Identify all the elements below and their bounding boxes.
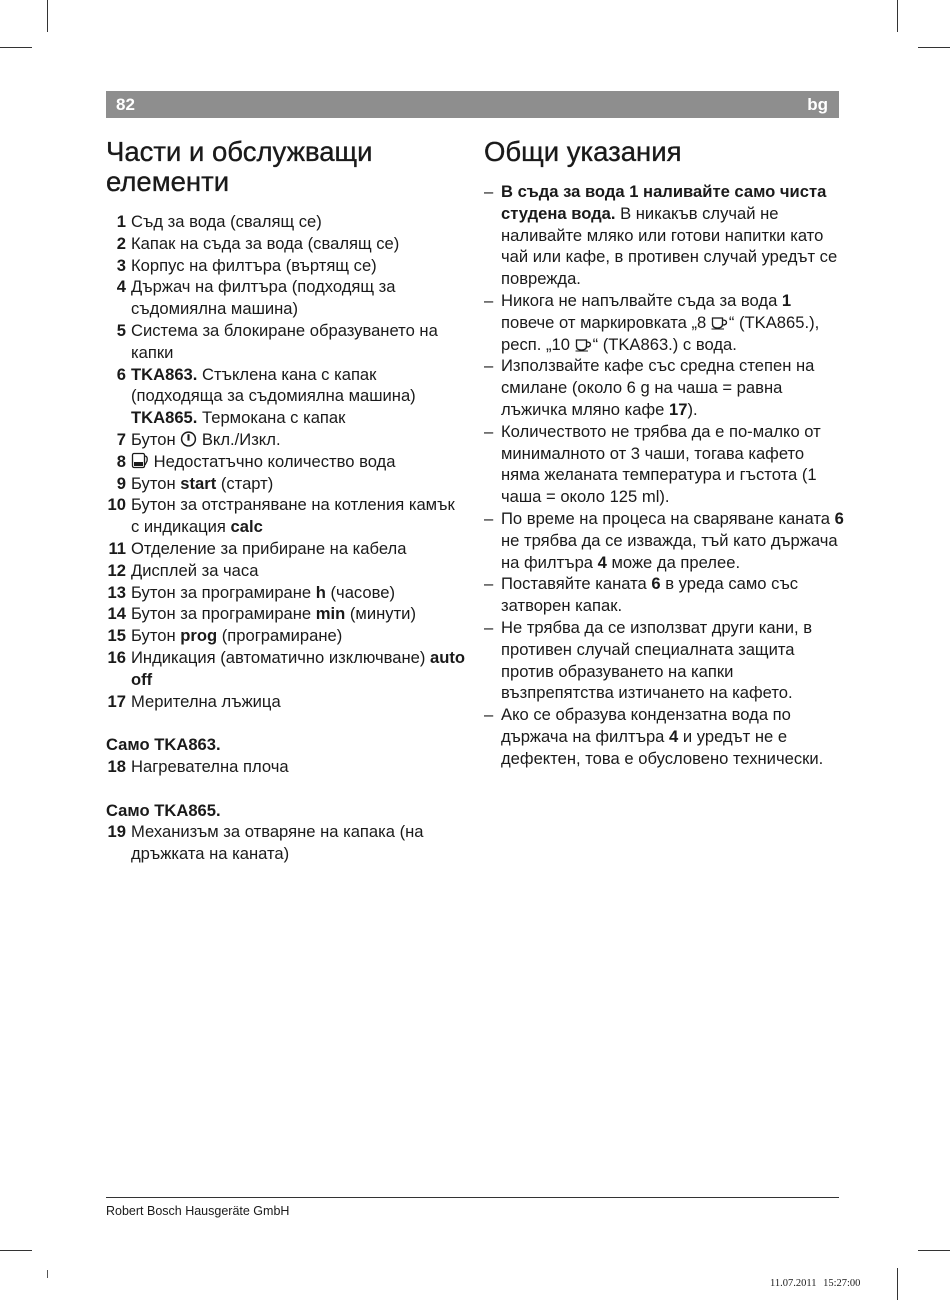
crop-mark — [47, 1270, 48, 1278]
item-number: 5 — [116, 320, 126, 340]
dash-bullet: – — [484, 356, 494, 376]
item-number: 1 — [116, 212, 126, 231]
text-run: и уредът не е дефектен, това е обусловено технически. — [501, 726, 824, 768]
bold-text: min — [315, 604, 346, 624]
parts-list-item — [106, 560, 466, 582]
instruction-item — [484, 421, 844, 508]
text-run: Корпус на филтъра (въртящ се) — [131, 255, 377, 275]
section-heading-tka863: Само TKA863. — [106, 735, 221, 755]
instruction-item — [484, 508, 844, 573]
instruction-item — [484, 181, 844, 290]
parts-list-item — [106, 756, 466, 778]
parts-list-item — [106, 625, 466, 647]
parts-list-item — [106, 429, 466, 451]
page-header-bar — [106, 91, 839, 118]
dash-bullet: – — [484, 574, 494, 594]
item-number: 19 — [107, 822, 126, 842]
item-text — [131, 603, 466, 625]
water-tank-icon — [131, 452, 149, 469]
text-run: (програмиране) — [217, 626, 343, 646]
item-number: 18 — [107, 756, 126, 776]
text-run: “ (TKA863.) с вода. — [592, 334, 737, 354]
bold-text: 17 — [668, 399, 688, 419]
text-run: (старт) — [216, 473, 274, 493]
item-text — [131, 538, 466, 560]
item-text — [131, 560, 466, 582]
instruction-item — [484, 355, 844, 420]
item-text — [131, 473, 466, 495]
parts-list-item — [106, 451, 466, 473]
item-text — [131, 647, 466, 691]
text-run: повече от маркировката „8 — [501, 312, 711, 332]
bold-text: 4 — [597, 552, 607, 572]
crop-mark — [918, 1250, 950, 1251]
parts-list-item — [106, 538, 466, 560]
item-text — [131, 625, 466, 647]
page-number: 82 — [116, 95, 135, 114]
parts-list-tka865 — [106, 821, 466, 865]
text-run: Индикация (автоматично изключване) — [131, 647, 431, 667]
crop-mark — [47, 0, 48, 32]
crop-mark — [897, 1268, 898, 1300]
instruction-item — [484, 573, 844, 617]
item-number: 13 — [107, 582, 126, 602]
text-run: Бутон — [131, 626, 181, 646]
text-run: Използвайте кафе със средна степен на смилане (около 6 g на чаша = равна лъжичка мляно кафе — [501, 356, 815, 419]
parts-title: Части и обслужващи елементи — [106, 136, 373, 197]
crop-mark — [918, 47, 950, 48]
item-text — [131, 320, 466, 364]
instruction-text — [501, 421, 844, 508]
instructions-title: Общи указания — [484, 136, 682, 167]
item-text — [131, 451, 466, 473]
print-timestamp: 11.07.2011 15:27:00 — [770, 1278, 861, 1289]
footer-divider — [106, 1197, 839, 1198]
bold-text: 4 — [669, 726, 679, 746]
item-number: 12 — [107, 560, 126, 580]
bold-text: h — [315, 582, 326, 602]
item-text — [131, 494, 466, 538]
text-run: не трябва да се изважда, тъй като държача на филтъра — [501, 530, 838, 572]
parts-list-item — [106, 255, 466, 277]
footer-company: Robert Bosch Hausgeräte GmbH — [106, 1204, 290, 1218]
parts-list-item — [106, 582, 466, 604]
item-text — [131, 756, 466, 778]
item-number: 11 — [108, 538, 126, 558]
dash-bullet: – — [484, 421, 494, 441]
parts-column — [106, 137, 466, 865]
dash-bullet: – — [484, 617, 494, 637]
text-run: ). — [687, 399, 698, 419]
item-number: 3 — [116, 255, 126, 275]
text-run: Бутон за програмиране — [131, 582, 316, 602]
item-number: 15 — [107, 626, 126, 646]
bold-text: В съда за вода 1 наливайте само чиста студена вода. — [501, 182, 827, 223]
text-run: в уреда само със затворен капак. — [501, 574, 799, 616]
parts-list-item — [106, 473, 466, 495]
bold-text: TKA863. — [131, 364, 198, 384]
instruction-text — [501, 355, 844, 420]
item-number: 9 — [116, 473, 126, 493]
text-run: Не трябва да се използват други кани, в противен случай специалната защита против образуването на капки възпрепятства изтичането на кафето. — [501, 617, 813, 703]
instruction-text — [501, 181, 844, 290]
cup-icon — [575, 337, 593, 352]
instruction-text — [501, 617, 844, 704]
dash-bullet: – — [484, 182, 494, 201]
text-run: Термокана с капак — [197, 408, 346, 428]
item-number: 8 — [116, 451, 126, 471]
text-run: Ако се образува кондензатна вода по държача на филтъра — [501, 705, 791, 746]
item-number: 4 — [116, 277, 126, 297]
parts-list — [106, 211, 466, 712]
language-code: bg — [807, 95, 828, 114]
crop-mark — [0, 1250, 32, 1251]
item-number: 7 — [116, 429, 126, 449]
instruction-text — [501, 290, 844, 355]
crop-mark — [897, 0, 898, 32]
item-text — [131, 821, 466, 865]
instruction-item — [484, 617, 844, 704]
text-run: Дисплей за часа — [131, 560, 259, 580]
text-run: Поставяйте каната — [501, 574, 652, 594]
text-run: Съд за вода (свалящ се) — [131, 212, 322, 231]
item-text — [131, 276, 466, 320]
text-run: В никакъв случай не наливайте мляко или готови напитки като чай или кафе, в противен случай уредът се поврежда. — [501, 203, 838, 289]
parts-list-item — [106, 320, 466, 364]
parts-list-item — [106, 364, 466, 429]
parts-list-item — [106, 233, 466, 255]
parts-list-item — [106, 276, 466, 320]
bold-text: prog — [180, 626, 218, 646]
crop-mark — [0, 47, 32, 48]
text-run: Количеството не трябва да е по-малко от минималното от 3 чаши, тогава кафето няма желаната температура и гъстота (1 чаша = около 125 ml). — [501, 421, 821, 507]
text-run: Бутон — [131, 429, 181, 449]
item-number: 6 — [116, 364, 126, 384]
item-text — [131, 255, 466, 277]
power-icon — [180, 430, 197, 447]
item-number: 17 — [107, 691, 126, 711]
parts-list-item — [106, 647, 466, 691]
instructions-column — [484, 137, 844, 770]
text-run: може да прелее. — [606, 552, 741, 572]
bold-text: 1 — [781, 290, 792, 310]
item-text — [131, 582, 466, 604]
text-run: Никога не напълвайте съда за вода — [501, 290, 782, 310]
parts-list-item — [106, 603, 466, 625]
parts-list-item — [106, 691, 466, 713]
instruction-item — [484, 704, 844, 769]
text-run: (часове) — [325, 582, 396, 602]
text-run: Отделение за прибиране на кабела — [131, 538, 407, 558]
item-text — [131, 233, 466, 255]
text-run: Капак на съда за вода (свалящ се) — [131, 233, 400, 253]
text-run: Система за блокиране образуването на капки — [131, 320, 438, 362]
text-run: Бутон за програмиране — [131, 604, 316, 624]
text-run: (минути) — [345, 604, 416, 624]
instructions-list — [484, 181, 844, 770]
text-run: Стъклена кана с капак (подходяща за съдомиялна машина) — [131, 364, 416, 406]
text-run: Държач на филтъра (подходящ за съдомиялна машина) — [131, 277, 396, 319]
section-heading-tka865: Само TKA865. — [106, 800, 221, 820]
text-run: Недостатъчно количество вода — [149, 451, 396, 471]
text-run: Бутон за отстраняване на котления камък с индикация — [131, 495, 455, 537]
dash-bullet: – — [484, 508, 494, 528]
text-run: Вкл./Изкл. — [197, 429, 281, 449]
item-number: 2 — [116, 233, 126, 253]
text-run: По време на процеса на сваряване каната — [501, 508, 835, 528]
dash-bullet: – — [484, 290, 494, 310]
text-run: Нагревателна плоча — [131, 756, 289, 776]
instruction-text — [501, 508, 844, 573]
bold-text: 6 — [834, 508, 844, 528]
item-text — [131, 211, 466, 233]
instruction-text — [501, 704, 844, 769]
parts-list-tka863 — [106, 756, 466, 778]
item-number: 10 — [107, 495, 126, 515]
instruction-text — [501, 573, 844, 617]
dash-bullet: – — [484, 705, 494, 725]
bold-text: 6 — [651, 574, 661, 594]
item-text — [131, 429, 466, 451]
item-text — [131, 364, 466, 429]
bold-text: calc — [230, 517, 263, 537]
bold-text: TKA865. — [131, 408, 198, 428]
text-run: Механизъм за отваряне на капака (на дръжката на каната) — [131, 822, 424, 864]
item-number: 16 — [107, 647, 126, 667]
bold-text: auto off — [131, 647, 466, 689]
parts-list-item — [106, 821, 466, 865]
text-run: Мерителна лъжица — [131, 691, 281, 711]
item-text — [131, 691, 466, 713]
bold-text: start — [180, 473, 217, 493]
text-run: Бутон — [131, 473, 181, 493]
item-number: 14 — [107, 604, 126, 624]
text-run: “ (TKA865.), респ. „10 — [501, 312, 820, 354]
cup-icon — [711, 315, 729, 330]
instruction-item — [484, 290, 844, 355]
parts-list-item — [106, 211, 466, 233]
parts-list-item — [106, 494, 466, 538]
